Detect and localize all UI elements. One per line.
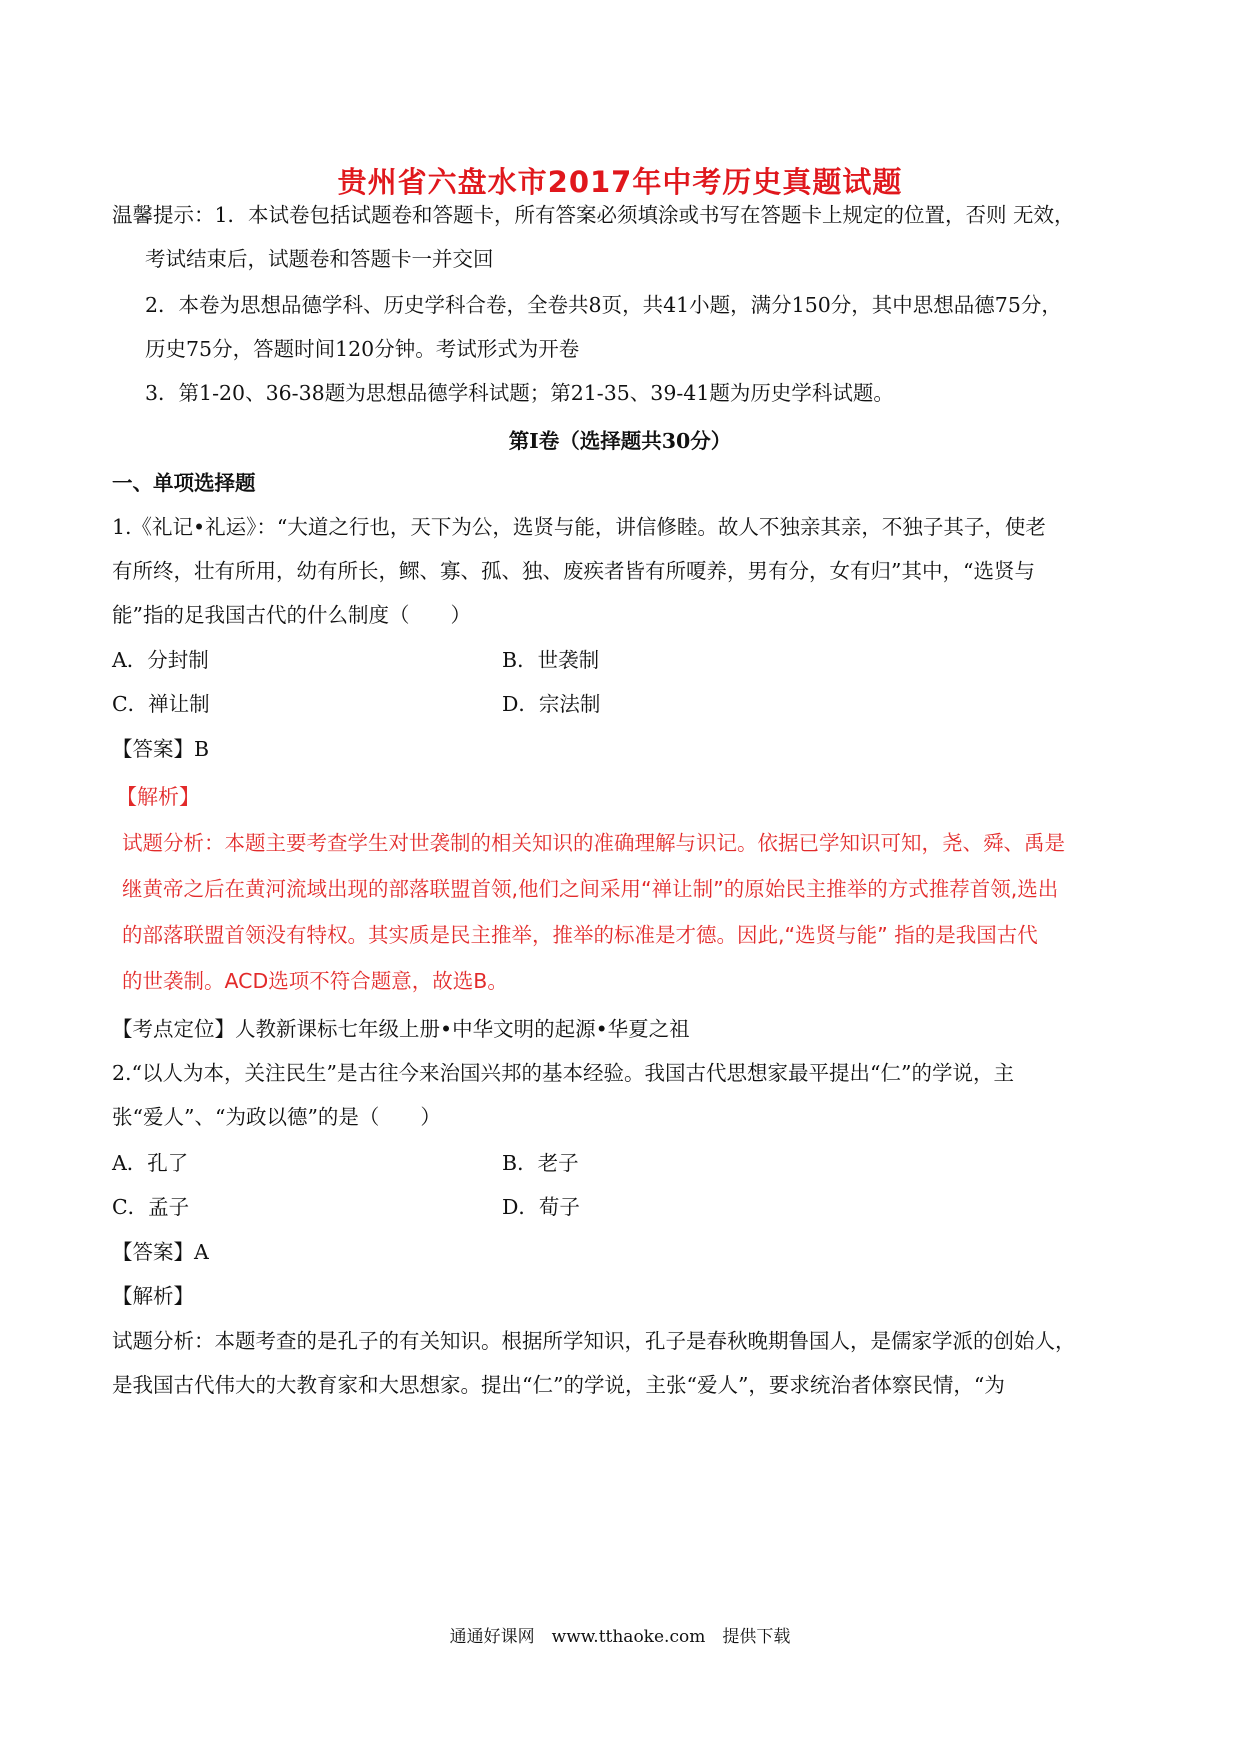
q1-analysis-heading: 【解析】 — [116, 785, 200, 809]
q1-option-b: B．世袭制 — [502, 648, 600, 672]
page-footer: 通通好课网 www.tthaoke.com 提供下载 — [449, 1627, 791, 1647]
notice-line-3: 2．本卷为思想品德学科、历史学科合卷，全卷共8页，共41小题，满分150分，其中思想品德75分， — [145, 293, 1062, 317]
q1-kaodian: 【考点定位】人教新课标七年级上册•中华文明的起源•华夏之祖 — [112, 1017, 690, 1041]
q1-option-a: A．分封制 — [112, 648, 209, 672]
q2-analysis-line-2: 是我国古代伟大的大教育家和大思想家。提出“仁”的学说，主张“爱人”，要求统治者体察民情，“为 — [112, 1373, 1005, 1397]
q2-analysis-line-1: 试题分析：本题考查的是孔子的有关知识。根据所学知识，孔子是春秋晚期鲁国人，是儒家学派的创始人， — [112, 1329, 1076, 1353]
notice-line-4: 历史75分，答题时间120分钟。考试形式为开卷 — [145, 337, 580, 361]
notice-line-2: 考试结束后，试题卷和答题卡一并交回 — [145, 247, 494, 271]
q1-analysis-line-1: 试题分析：本题主要考查学生对世袭制的相关知识的准确理解与识记。依据已学知识可知，尧、舜、禹是 — [122, 831, 1065, 855]
q1-analysis-line-3: 的部落联盟首领没有特权。其实质是民主推举，推举的标准是才德。因此,“选贤与能” 指的是我国古代 — [122, 923, 1038, 947]
section-heading: 一、单项选择题 — [112, 471, 256, 495]
q2-stem-line-1: 2.“以人为本，关注民生”是古往今来治国兴邦的基本经验。我国古代思想家最平提出“仁”的学说，主 — [112, 1061, 1014, 1085]
q1-analysis-line-4: 的世袭制。ACD选项不符合题意，故选B。 — [122, 969, 508, 993]
q2-option-d: D．荀子 — [502, 1195, 580, 1219]
notice-line-1: 温馨提示：1．本试卷包括试题卷和答题卡，所有答案必须填涂或书写在答题卡上规定的位置，否则 无效， — [112, 203, 1075, 227]
q2-answer: 【答案】A — [112, 1240, 209, 1264]
q1-stem-line-2: 有所终，壮有所用，幼有所长，鳏、寡、孤、独、废疾者皆有所嗄养，男有分，女有归”其中，“选贤与 — [112, 559, 1035, 583]
q1-stem-line-3: 能”指的足我国古代的什么制度（ ） — [112, 603, 471, 627]
q1-option-c: C．禅让制 — [112, 692, 210, 716]
notice-line-5: 3．第1-20、36-38题为思想品德学科试题；第21-35、39-41题为历史学科试题。 — [145, 381, 894, 405]
part-heading: 第Ⅰ卷（选择题共30分） — [508, 429, 732, 453]
q1-analysis-line-2: 继黄帝之后在黄河流域出现的部落联盟首领,他们之间采用“禅让制”的原始民主推举的方式推荐首领,选出 — [122, 877, 1059, 901]
q2-option-b: B．老子 — [502, 1151, 579, 1175]
q2-analysis-heading: 【解析】 — [112, 1284, 194, 1308]
q1-option-d: D．宗法制 — [502, 692, 601, 716]
q1-answer: 【答案】B — [112, 737, 210, 761]
q2-option-a: A．孔了 — [112, 1151, 189, 1175]
page-title: 贵州省六盘水市2017年中考历史真题试题 — [337, 165, 903, 199]
q2-stem-line-2: 张“爱人”、“为政以德”的是（ ） — [112, 1105, 441, 1129]
q2-option-c: C．孟子 — [112, 1195, 190, 1219]
q1-stem-line-1: 1.《礼记•礼运》：“大道之行也，天下为公，选贤与能，讲信修睦。故人不独亲其亲，不独子其子，使老 — [112, 515, 1046, 539]
